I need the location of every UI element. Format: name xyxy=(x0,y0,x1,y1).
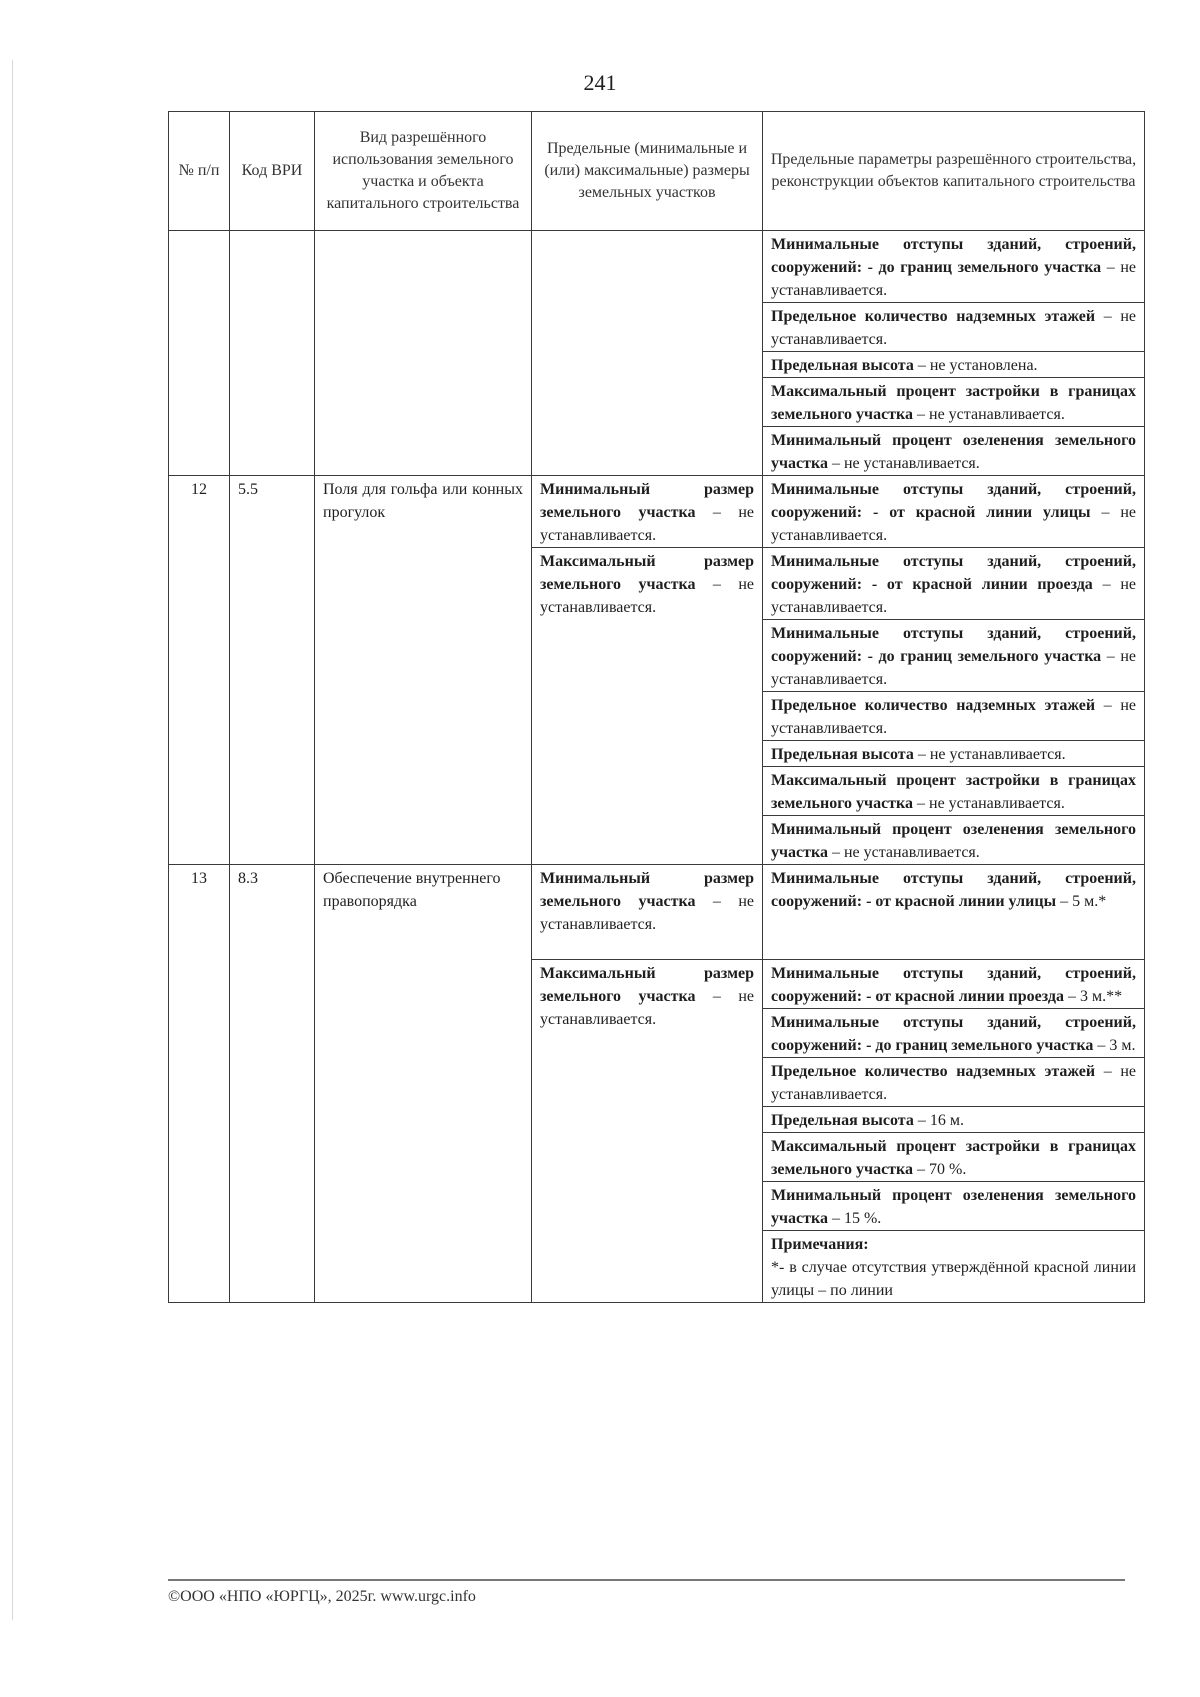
row12-code: 5.5 xyxy=(230,476,315,865)
row13-use: Обеспечение внутреннего правопорядка xyxy=(315,865,532,1303)
header-size: Предельные (минимальные и (или) максимальные) размеры земельных участков xyxy=(532,112,763,231)
row13-code: 8.3 xyxy=(230,865,315,1303)
param-cell: Минимальные отступы зданий, строений, сооружений: - от красной линии проезда – не устанавливается. xyxy=(763,548,1145,620)
param-cell: Минимальные отступы зданий, строений, сооружений: - от красной линии проезда – 3 м.** xyxy=(763,960,1145,1009)
cont-size-cell xyxy=(532,231,763,476)
param-cell: Минимальный процент озеленения земельного участка – 15 %. xyxy=(763,1182,1145,1231)
param-cell: Минимальные отступы зданий, строений, сооружений: - от красной линии улицы – 5 м.* xyxy=(763,865,1145,960)
param-cell: Предельное количество надземных этажей – не устанавливается. xyxy=(763,303,1145,352)
table-header-row xyxy=(169,112,1145,231)
cont-num-cell xyxy=(169,231,230,476)
cont-use-cell xyxy=(315,231,532,476)
scan-margin-line xyxy=(12,60,13,1620)
header-num: № п/п xyxy=(169,112,230,231)
param-cell: Максимальный процент застройки в границах земельного участка – не устанавливается. xyxy=(763,378,1145,427)
param-cell: Минимальный процент озеленения земельного участка – не устанавливается. xyxy=(763,427,1145,476)
param-cell: Минимальные отступы зданий, строений, сооружений: - до границ земельного участка – 3 м. xyxy=(763,1009,1145,1058)
param-cell: Максимальный процент застройки в границах земельного участка – не устанавливается. xyxy=(763,767,1145,816)
row13-size-min: Минимальный размер земельного участка – не устанавливается. xyxy=(532,865,763,960)
table-row xyxy=(169,865,1145,960)
header-code: Код ВРИ xyxy=(230,112,315,231)
param-cell: Предельная высота – 16 м. xyxy=(763,1107,1145,1133)
row12-use: Поля для гольфа или конных прогулок xyxy=(315,476,532,865)
footer-rule xyxy=(168,1579,1125,1581)
table-row xyxy=(169,476,1145,548)
page-number: 241 xyxy=(583,70,617,95)
param-cell: Предельное количество надземных этажей – не устанавливается. xyxy=(763,692,1145,741)
param-cell: Предельная высота – не устанавливается. xyxy=(763,741,1145,767)
param-cell: Минимальные отступы зданий, строений, сооружений: - до границ земельного участка – не устанавливается. xyxy=(763,231,1145,303)
param-cell: Минимальный процент озеленения земельного участка – не устанавливается. xyxy=(763,816,1145,865)
row12-num: 12 xyxy=(169,476,230,865)
table-row xyxy=(169,231,1145,303)
cont-code-cell xyxy=(230,231,315,476)
notes-cell: Примечания: *- в случае отсутствия утверждённой красной линии улицы – по линии xyxy=(763,1231,1145,1303)
regulations-table xyxy=(168,111,1145,1303)
param-cell: Предельная высота – не установлена. xyxy=(763,352,1145,378)
footer-copyright: ©ООО «НПО «ЮРГЦ», 2025г. www.urgc.info xyxy=(168,1588,476,1605)
param-cell: Предельное количество надземных этажей – не устанавливается. xyxy=(763,1058,1145,1107)
row13-size-max: Максимальный размер земельного участка – не устанавливается. xyxy=(532,960,763,1303)
row12-size-max: Максимальный размер земельного участка – не устанавливается. xyxy=(532,548,763,865)
param-cell: Минимальные отступы зданий, строений, сооружений: - от красной линии улицы – не устанавливается. xyxy=(763,476,1145,548)
param-cell: Минимальные отступы зданий, строений, сооружений: - до границ земельного участка – не устанавливается. xyxy=(763,620,1145,692)
row13-num: 13 xyxy=(169,865,230,1303)
header-use: Вид разрешённого использования земельного участка и объекта капитального строительства xyxy=(315,112,532,231)
header-params: Предельные параметры разрешённого строительства, реконструкции объектов капитального строительства xyxy=(763,112,1145,231)
param-cell: Максимальный процент застройки в границах земельного участка – 70 %. xyxy=(763,1133,1145,1182)
row12-size-min: Минимальный размер земельного участка – не устанавливается. xyxy=(532,476,763,548)
